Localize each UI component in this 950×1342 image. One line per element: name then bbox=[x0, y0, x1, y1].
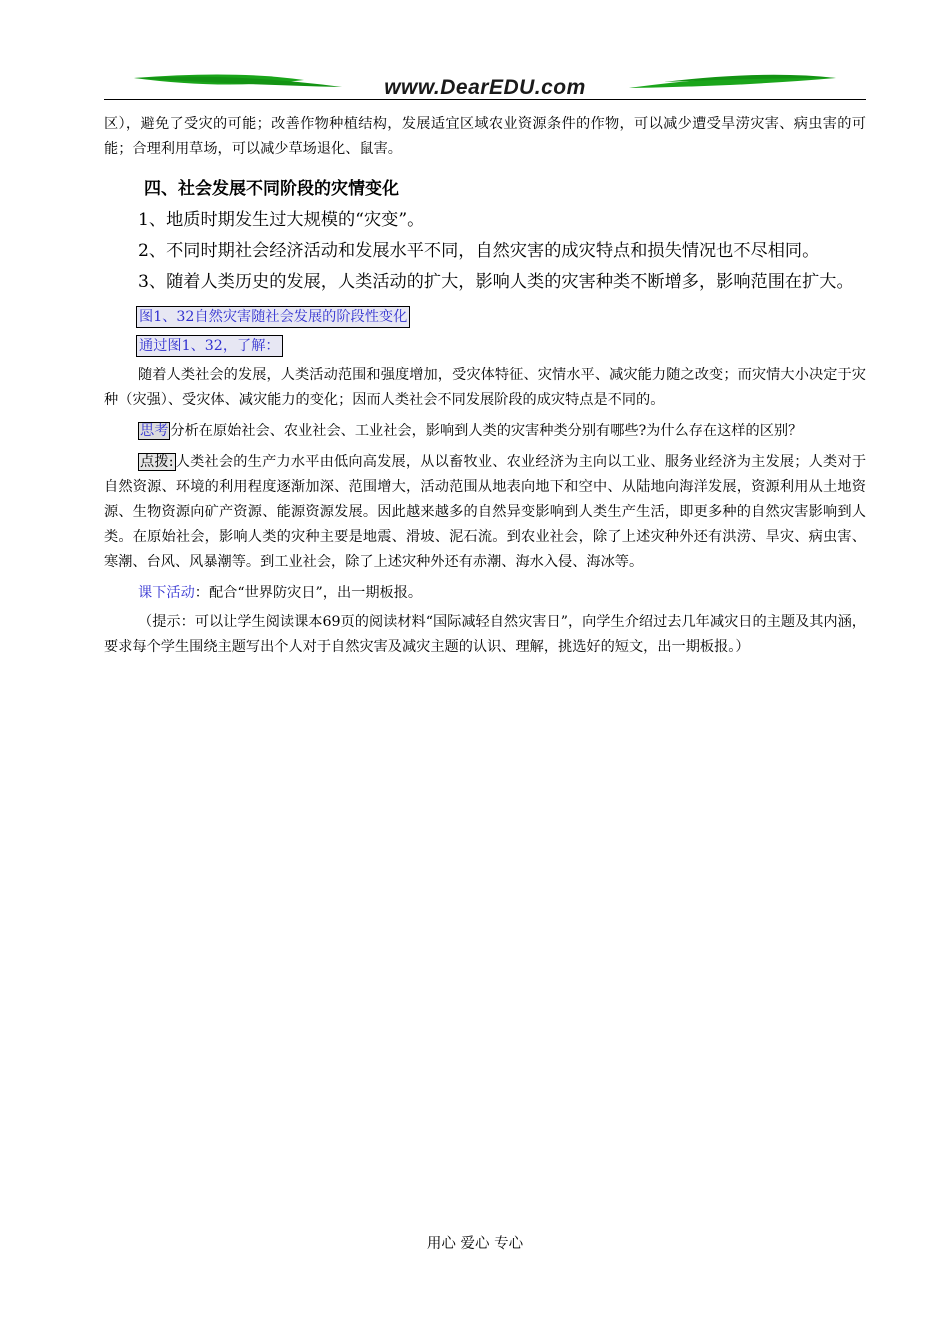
page-footer: 用心 爱心 专心 bbox=[426, 1236, 524, 1252]
think-paragraph bbox=[104, 419, 866, 444]
think-text: 分析在原始社会、农业社会、工业社会，影响到人类的灾害种类分别有哪些?为什么存在这样的区别？ bbox=[170, 423, 803, 439]
site-logo-text[interactable]: www.DearEDU.com bbox=[384, 76, 586, 99]
think-label: 思考 bbox=[140, 423, 169, 439]
document-body bbox=[104, 112, 866, 660]
header-rule bbox=[104, 99, 866, 100]
figure-caption-row bbox=[104, 305, 866, 330]
hint-text: 人类社会的生产力水平由低向高发展，从以畜牧业、农业经济为主向以工业、服务业经济为主发展；人类对于自然资源、环境的利用程度逐渐加深、范围增大，活动范围从地表向地下和空中、从陆地向海洋发展，资源利用从土地资源、生物资源向矿产资源、能源资源发展。因此越来越多的自然异变影响到人类生产生活，即更多种的自然灾害影响到人类。在原始社会，影响人类的灾种主要是地震、滑坡、泥石流。到农业社会，除了上述灾种外还有洪涝、旱灾、病虫害、寒潮、台风、风暴潮等。到工业社会，除了上述灾种外还有赤潮、海水入侵、海冰等。 bbox=[104, 454, 867, 570]
list-item-2: 2、不同时期社会经济活动和发展水平不同，自然灾害的成灾特点和损失情况也不尽相同。 bbox=[138, 241, 820, 261]
understanding-paragraph: 随着人类社会的发展，人类活动范围和强度增加，受灾体特征、灾情水平、减灾能力随之改变；而灾情大小决定于灾种（灾强）、受灾体、减灾能力的变化；因而人类社会不同发展阶段的成灾特点是不同的。 bbox=[104, 367, 866, 408]
activity-label: 课下活动 bbox=[138, 585, 195, 601]
list-item-1: 1、地质时期发生过大规模的“灾变”。 bbox=[138, 210, 425, 230]
hint-label: 点拨: bbox=[140, 454, 174, 470]
tip-paragraph: （提示：可以让学生阅读课本69页的阅读材料“国际减轻自然灾害日”，向学生介绍过去几年减灾日的主题及其内涵，要求每个学生围绕主题写出个人对于自然灾害及减灾主题的认识、理解，挑选好的短文，出一期板报。） bbox=[104, 614, 866, 655]
figure-intro-row bbox=[104, 334, 866, 359]
figure-caption: 图1、32自然灾害随社会发展的阶段性变化 bbox=[136, 306, 410, 328]
hint-paragraph bbox=[104, 450, 866, 575]
section-heading: 四、社会发展不同阶段的灾情变化 bbox=[144, 179, 399, 199]
figure-intro: 通过图1、32，了解： bbox=[136, 335, 283, 357]
activity-text: ：配合“世界防灾日”，出一期板报。 bbox=[194, 585, 423, 601]
paragraph-continuation: 区），避免了受灾的可能；改善作物种植结构，发展适宜区域农业资源条件的作物，可以减少遭受旱涝灾害、病虫害的可能；合理利用草场，可以减少草场退化、鼠害。 bbox=[104, 116, 866, 157]
page-header bbox=[104, 68, 866, 102]
activity-paragraph bbox=[104, 581, 866, 606]
list-item-3: 3、随着人类历史的发展，人类活动的扩大，影响人类的灾害种类不断增多，影响范围在扩大。 bbox=[138, 272, 854, 292]
